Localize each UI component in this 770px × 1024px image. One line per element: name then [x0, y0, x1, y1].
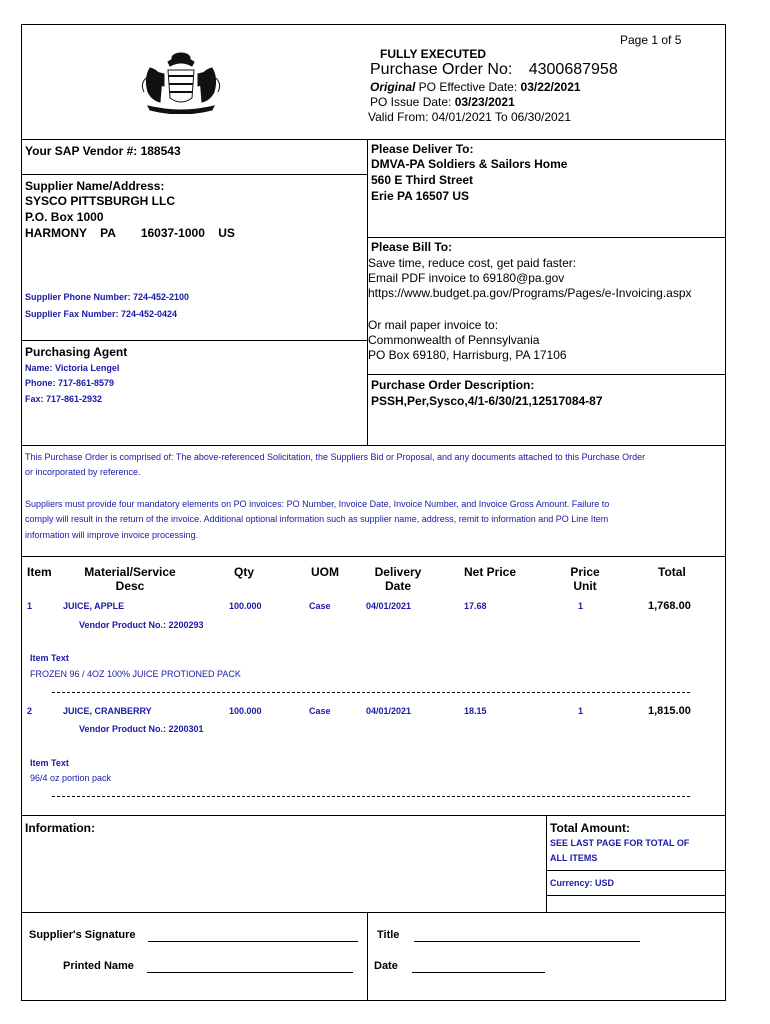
supplier-country: US — [218, 226, 235, 240]
date-label: Date — [374, 960, 398, 972]
effective-prefix: Original — [370, 80, 416, 94]
line-item-number: 1 — [27, 601, 33, 611]
line-separator — [52, 692, 690, 693]
bill-url: https://www.budget.pa.gov/Programs/Pages/e-Invoicing.aspx — [368, 286, 692, 300]
column-header-total: Total — [658, 565, 686, 579]
line-item-date: 04/01/2021 — [366, 601, 412, 611]
date-line — [412, 972, 545, 973]
item-text-label: Item Text — [30, 758, 69, 768]
column-header-net-price: Net Price — [464, 565, 517, 579]
divider — [367, 374, 726, 375]
deliver-to-line: 560 E Third Street — [371, 173, 474, 187]
item-text: 96/4 oz portion pack — [30, 773, 112, 783]
divider — [21, 912, 726, 913]
po-number-label: Purchase Order No: — [370, 61, 513, 78]
status-label: FULLY EXECUTED — [380, 47, 487, 61]
line-item-total: 1,768.00 — [648, 600, 691, 612]
line-item-qty: 100.000 — [229, 706, 262, 716]
issue-label: PO Issue Date: — [370, 95, 455, 109]
item-text: FROZEN 96 / 4OZ 100% JUICE PROTIONED PACK — [30, 669, 241, 679]
supplier-signature-label: Supplier's Signature — [29, 929, 136, 941]
line-item-uom: Case — [309, 706, 331, 716]
divider — [21, 445, 726, 446]
po-number: 4300687958 — [528, 61, 618, 78]
title-line — [414, 941, 640, 942]
line-item-net-price: 17.68 — [464, 601, 487, 611]
column-header-text: Desc — [115, 579, 145, 593]
deliver-to-line: DMVA-PA Soldiers & Sailors Home — [371, 157, 568, 171]
column-header-text: Price — [570, 565, 600, 579]
bill-to-line: Or mail paper invoice to: — [368, 318, 499, 332]
valid-dates: Valid From: 04/01/2021 To 06/30/2021 — [368, 110, 572, 124]
bill-to-line: PO Box 69180, Harrisburg, PA 17106 — [368, 348, 567, 362]
supplier-city-line — [25, 226, 235, 240]
divider — [21, 815, 726, 816]
po-description: PSSH,Per,Sysco,4/1-6/30/21,12517084-87 — [371, 394, 603, 408]
note-text: This Purchase Order is comprised of: The above-referenced Solicitation, the Suppliers Bid or Proposal, and any documents attached to this Purchase Order — [25, 452, 646, 462]
divider — [546, 815, 547, 912]
supplier-zip: 16037-1000 — [140, 226, 205, 240]
divider — [546, 895, 726, 896]
vendor-product-number: Vendor Product No.: 2200301 — [79, 724, 204, 734]
divider — [21, 174, 367, 175]
column-header-text: Delivery — [374, 565, 422, 579]
note-text: or incorporated by reference. — [25, 467, 141, 477]
column-header-text: Date — [384, 579, 411, 593]
supplier-address-label: Supplier Name/Address: — [25, 179, 165, 193]
column-header-uom: UOM — [311, 565, 339, 579]
agent-fax: Fax: 717-861-2932 — [25, 394, 103, 404]
agent-name: Name: Victoria Lengel — [25, 363, 120, 373]
line-item-total: 1,815.00 — [648, 705, 691, 717]
sap-vendor-number: Your SAP Vendor #: 188543 — [25, 144, 181, 158]
line-item-desc: JUICE, CRANBERRY — [63, 706, 152, 716]
po-description-label: Purchase Order Description: — [371, 378, 535, 392]
note-text: Suppliers must provide four mandatory elements on PO invoices: PO Number, Invoice Date, Invoice Number, and Invoice Gross Amount. Failure to — [25, 499, 610, 509]
effective-date: 03/22/2021 — [520, 80, 581, 94]
supplier-po-box: P.O. Box 1000 — [25, 210, 104, 224]
column-header-price-unit — [560, 565, 610, 593]
signature-line — [148, 941, 358, 942]
title-label: Title — [377, 929, 400, 941]
column-header-material — [70, 565, 190, 593]
column-header-delivery — [365, 565, 431, 593]
line-item-number: 2 — [27, 706, 33, 716]
issue-date: 03/23/2021 — [454, 95, 515, 109]
bill-to-label: Please Bill To: — [371, 240, 453, 254]
supplier-phone: Supplier Phone Number: 724-452-2100 — [25, 292, 190, 302]
purchasing-agent-label: Purchasing Agent — [25, 345, 128, 359]
agent-phone: Phone: 717-861-8579 — [25, 378, 115, 388]
supplier-city: HARMONY — [25, 226, 87, 240]
supplier-state: PA — [100, 226, 116, 240]
supplier-name: SYSCO PITTSBURGH LLC — [25, 194, 176, 208]
po-number-line — [370, 61, 618, 79]
line-item-price-unit: 1 — [578, 706, 584, 716]
page-number: Page 1 of 5 — [620, 33, 682, 47]
note-text: comply will result in the return of the invoice. Additional optional information such as supplier name, address, remit to information and PO Line Item — [25, 514, 609, 524]
divider — [21, 139, 726, 140]
line-item-qty: 100.000 — [229, 601, 262, 611]
bill-to-line: Commonwealth of Pennsylvania — [368, 333, 540, 347]
issue-date-line — [370, 95, 515, 109]
column-header-qty: Qty — [234, 565, 255, 579]
information-label: Information: — [25, 821, 95, 835]
total-amount-label: Total Amount: — [550, 821, 630, 835]
line-item-price-unit: 1 — [578, 601, 584, 611]
bill-email: Email PDF invoice to 69180@pa.gov — [368, 271, 565, 285]
divider — [546, 870, 726, 871]
line-item-date: 04/01/2021 — [366, 706, 412, 716]
line-item-net-price: 18.15 — [464, 706, 487, 716]
divider — [367, 912, 368, 1001]
printed-name-line — [147, 972, 353, 973]
bill-to-line: Save time, reduce cost, get paid faster: — [368, 256, 577, 270]
divider — [21, 556, 726, 557]
effective-date-line — [370, 80, 581, 94]
note-text: information will improve invoice processing. — [25, 530, 199, 540]
divider — [21, 340, 367, 341]
supplier-fax: Supplier Fax Number: 724-452-0424 — [25, 309, 178, 319]
pennsylvania-seal-icon — [138, 48, 224, 114]
currency: Currency: USD — [550, 878, 615, 888]
vendor-product-number: Vendor Product No.: 2200293 — [79, 620, 204, 630]
line-item-desc: JUICE, APPLE — [63, 601, 125, 611]
column-header-item: Item — [27, 565, 52, 579]
divider — [367, 237, 726, 238]
deliver-to-line: Erie PA 16507 US — [371, 189, 470, 203]
total-note: ALL ITEMS — [550, 853, 598, 863]
line-item-uom: Case — [309, 601, 331, 611]
total-note: SEE LAST PAGE FOR TOTAL OF — [550, 838, 690, 848]
column-header-text: Unit — [573, 579, 597, 593]
effective-label: PO Effective Date: — [415, 80, 521, 94]
printed-name-label: Printed Name — [63, 960, 134, 972]
deliver-to-label: Please Deliver To: — [371, 142, 474, 156]
column-header-text: Material/Service — [84, 565, 176, 579]
line-separator — [52, 796, 690, 797]
item-text-label: Item Text — [30, 653, 69, 663]
